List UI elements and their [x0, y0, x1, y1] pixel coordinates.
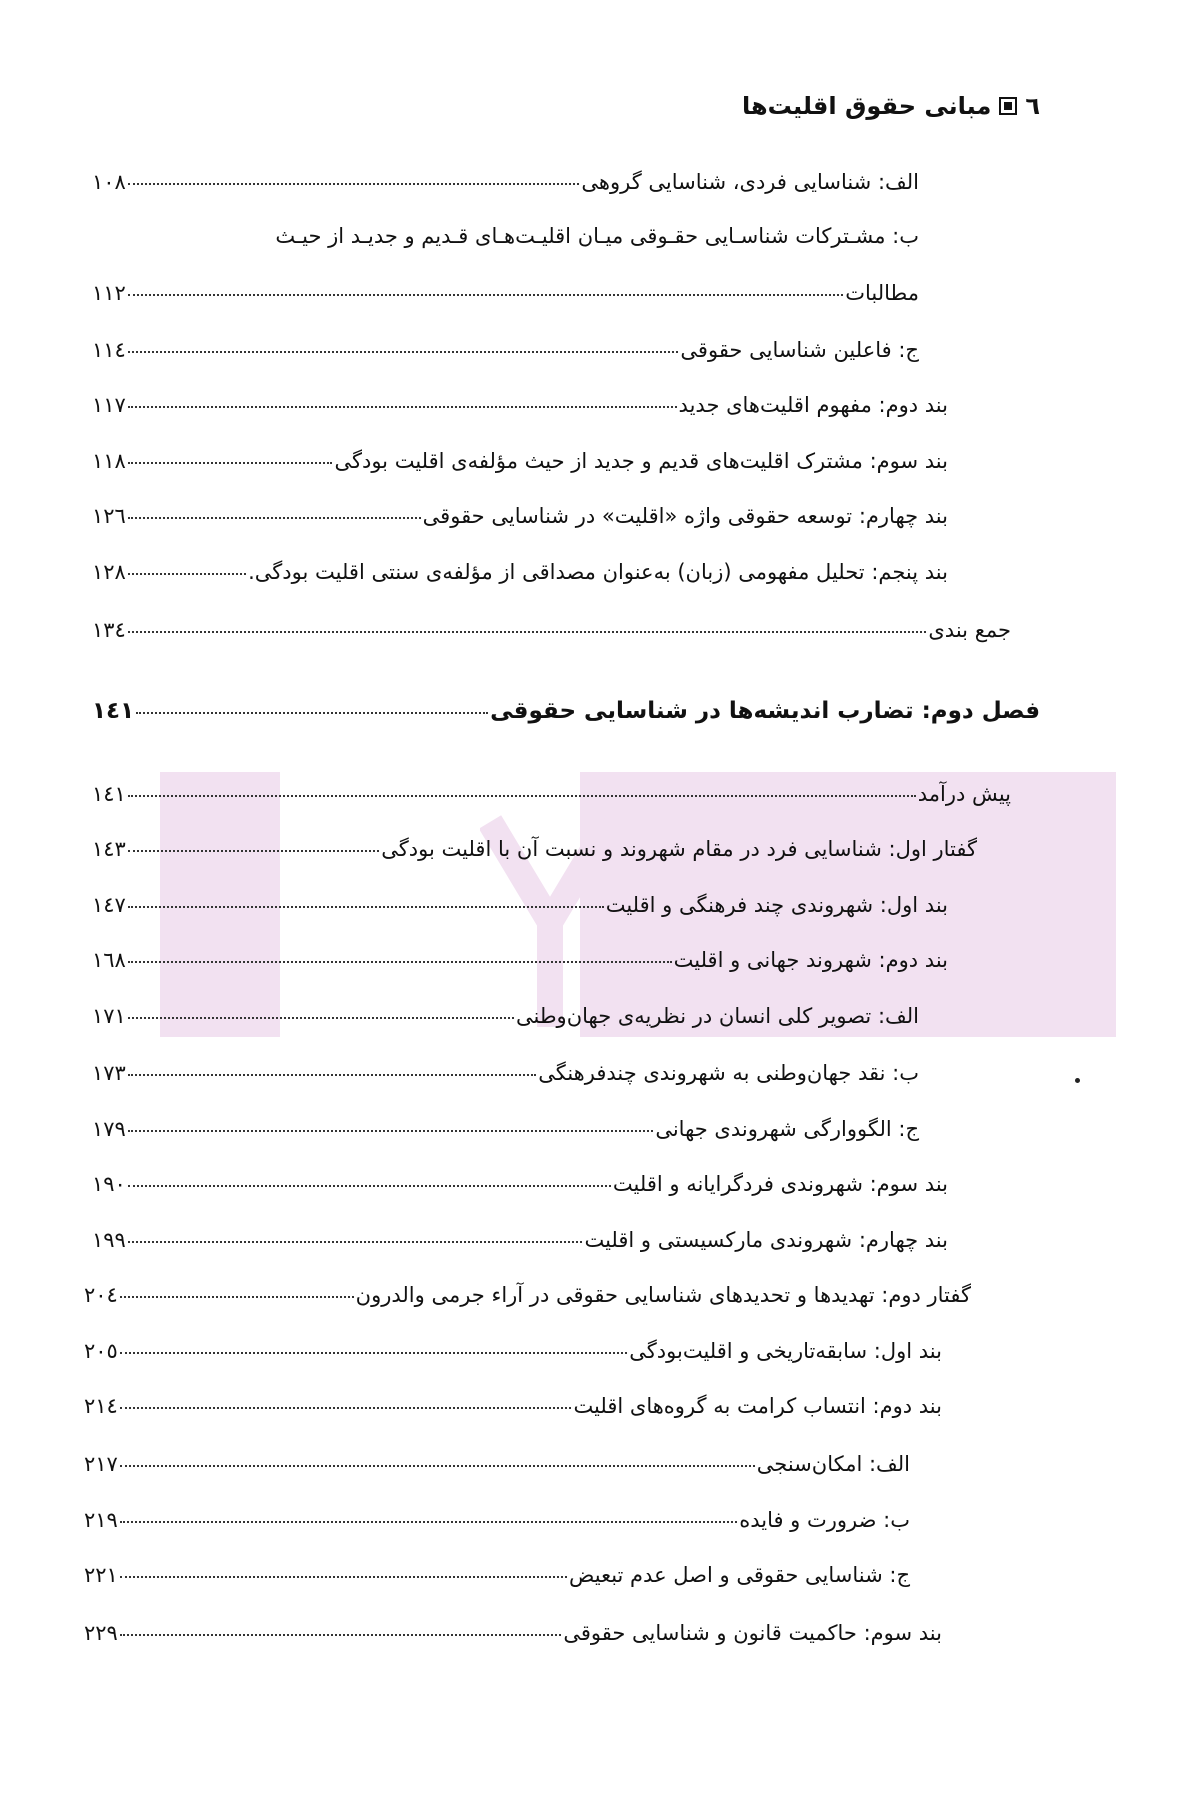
- toc-entry-title: الف: شناسایی فردی، شناسایی گروهی: [581, 170, 919, 194]
- toc-entry-title: بند پنجم: تحلیل مفهومی (زبان) به‌عنوان مصداقی از مؤلفه‌ی سنتی اقلیت بودگی.: [248, 560, 948, 584]
- toc-entry-title: ب: نقد جهان‌وطنی به شهروندی چندفرهنگی: [538, 1061, 919, 1085]
- toc-entry-page: ١١٧: [92, 393, 126, 417]
- toc-entry-page: ١١٨: [92, 449, 126, 473]
- toc-entry-title: ب: ضرورت و فایده: [739, 1508, 910, 1532]
- toc-entry-page: ١٤٧: [92, 893, 126, 917]
- toc-entry-page: ٢١٧: [84, 1452, 118, 1476]
- toc-entry[interactable]: [84, 1394, 942, 1428]
- dot-leader: [128, 631, 927, 633]
- dot-leader: [120, 1576, 567, 1578]
- toc-entry-page: ١٩٠: [92, 1172, 126, 1196]
- toc-entry-page: ١٢٦: [92, 504, 126, 528]
- toc-entry-page: ١٧٩: [92, 1117, 126, 1141]
- dot-leader: [128, 961, 672, 963]
- toc-entry[interactable]: [92, 1061, 919, 1095]
- page-number: ٦: [1025, 92, 1040, 120]
- toc-entry-page: ١٢٨: [92, 560, 126, 584]
- toc-entry-page: ١٤١: [92, 782, 126, 806]
- toc-entry-title: گفتار دوم: تهدیدها و تحدیدهای شناسایی حقوقی در آراء جرمی والدرون: [355, 1283, 971, 1307]
- toc-entry-title: بند چهارم: توسعه حقوقی واژه «اقلیت» در شناسایی حقوقی: [422, 504, 948, 528]
- dot-leader: [128, 351, 679, 353]
- toc-entry[interactable]: [92, 170, 919, 204]
- toc-entry-title: بند دوم: انتساب کرامت به گروه‌های اقلیت: [573, 1394, 942, 1418]
- toc-entry-page: ٢١٩: [84, 1508, 118, 1532]
- dot-leader: [120, 1521, 737, 1523]
- toc-entry-title: مطالبات: [845, 281, 919, 305]
- toc-entry[interactable]: [92, 449, 948, 483]
- toc-entry-title: بند اول: شهروندی چند فرهنگی و اقلیت: [605, 893, 948, 917]
- toc-entry[interactable]: [84, 1621, 942, 1655]
- toc-entry-page: ٢٠٥: [84, 1339, 118, 1363]
- book-title: مبانی حقوق اقلیت‌ها: [742, 92, 992, 120]
- dot-leader: [128, 462, 333, 464]
- toc-entry-page: ١١٤: [92, 338, 126, 362]
- toc-entry-title: پیش درآمد: [917, 782, 1011, 806]
- dot-leader: [128, 183, 580, 185]
- toc-entry-title: بند دوم: مفهوم اقلیت‌های جدید: [678, 393, 948, 417]
- toc-entry-title: ب: مشـترکات شناسـایی حقـوقی میـان اقلیـت‌هـای قـدیم و جدیـد از حیـث: [275, 224, 919, 248]
- toc-entry-page: ١٧٣: [92, 1061, 126, 1085]
- dot-leader: [120, 1352, 627, 1354]
- dot-leader: [128, 795, 916, 797]
- toc-entry-page: ١٠٨: [92, 170, 126, 194]
- toc-entry[interactable]: [92, 1172, 948, 1206]
- toc-entry-page: ١٧١: [92, 1004, 126, 1028]
- toc-entry[interactable]: [92, 837, 977, 871]
- toc-entry[interactable]: [92, 698, 1040, 732]
- toc-entry[interactable]: [92, 560, 948, 594]
- dot-leader: [120, 1634, 562, 1636]
- toc-entry[interactable]: [92, 1228, 948, 1262]
- dot-leader: [136, 712, 488, 714]
- toc-entry[interactable]: [92, 504, 948, 538]
- toc-entry-title: فصل دوم: تضارب اندیشه‌ها در شناسایی حقوقی: [490, 698, 1040, 724]
- toc-entry[interactable]: [92, 338, 919, 372]
- page-header: [742, 92, 1040, 120]
- toc-entry-title: الف: امکان‌سنجی: [756, 1452, 910, 1476]
- toc-entry-page: ٢١٤: [84, 1394, 118, 1418]
- square-bullet-icon: [999, 97, 1017, 115]
- dot-leader: [120, 1465, 755, 1467]
- toc-entry[interactable]: [92, 393, 948, 427]
- toc-entry-title: ج: فاعلین شناسایی حقوقی: [680, 338, 919, 362]
- toc-entry-page: ٢٠٤: [84, 1283, 118, 1307]
- toc-entry-title: ج: شناسایی حقوقی و اصل عدم تبعیض: [569, 1563, 910, 1587]
- toc-entry[interactable]: [92, 893, 948, 927]
- dot-leader: [128, 1241, 583, 1243]
- toc-entry[interactable]: [92, 948, 948, 982]
- toc-entry[interactable]: [92, 1004, 919, 1038]
- dot-leader: [120, 1407, 572, 1409]
- toc-entry[interactable]: [84, 1283, 971, 1317]
- toc-entry-title: ج: الگووارگی شهروندی جهانی: [655, 1117, 919, 1141]
- dot-leader: [120, 1296, 354, 1298]
- toc-entry-page: ١٤٣: [92, 837, 126, 861]
- toc-entry[interactable]: [92, 782, 1011, 816]
- dot-leader: [128, 850, 379, 852]
- toc-entry-title: بند اول: سابقه‌تاریخی و اقلیت‌بودگی: [629, 1339, 942, 1363]
- toc-entry-page: ٢٢٩: [84, 1621, 118, 1645]
- dot-leader: [128, 517, 421, 519]
- toc-entry-page: ١٩٩: [92, 1228, 126, 1252]
- dot-leader: [128, 906, 604, 908]
- dot-leader: [128, 1017, 514, 1019]
- toc-entry[interactable]: [92, 281, 919, 315]
- toc-entry[interactable]: [84, 1563, 910, 1597]
- toc-entry[interactable]: [92, 618, 1011, 652]
- toc-entry-title: الف: تصویر کلی انسان در نظریه‌ی جهان‌وطنی: [516, 1004, 919, 1028]
- toc-entry-title: بند چهارم: شهروندی مارکسیستی و اقلیت: [584, 1228, 948, 1252]
- dot-leader: [128, 1074, 536, 1076]
- dot-leader: [128, 294, 843, 296]
- dot-leader: [128, 406, 677, 408]
- toc-entry-title: جمع بندی: [928, 618, 1011, 642]
- toc-entry-title: بند سوم: مشترک اقلیت‌های قدیم و جدید از حیث مؤلفه‌ی اقلیت بودگی: [334, 449, 948, 473]
- toc-entry-page: ٢٢١: [84, 1563, 118, 1587]
- toc-entry-page: ١٣٤: [92, 618, 126, 642]
- toc-entry-title: بند سوم: شهروندی فردگرایانه و اقلیت: [612, 1172, 948, 1196]
- toc-entry[interactable]: [84, 1452, 910, 1486]
- toc-entry-page: ١٤١: [92, 698, 135, 724]
- toc-entry[interactable]: [84, 1339, 942, 1373]
- toc-entry-title: بند سوم: حاکمیت قانون و شناسایی حقوقی: [563, 1621, 942, 1645]
- toc-entry[interactable]: [92, 1117, 919, 1151]
- toc-entry-page: ١١٢: [92, 281, 126, 305]
- dot-leader: [128, 1130, 653, 1132]
- stray-dot: [1075, 1078, 1080, 1083]
- toc-entry[interactable]: [84, 1508, 910, 1542]
- dot-leader: [128, 1185, 611, 1187]
- dot-leader: [128, 573, 246, 575]
- toc-entry-title: گفتار اول: شناسایی فرد در مقام شهروند و نسبت آن با اقلیت بودگی: [381, 837, 977, 861]
- toc-entry[interactable]: [92, 224, 919, 258]
- toc-entry-title: بند دوم: شهروند جهانی و اقلیت: [673, 948, 948, 972]
- toc-entry-page: ١٦٨: [92, 948, 126, 972]
